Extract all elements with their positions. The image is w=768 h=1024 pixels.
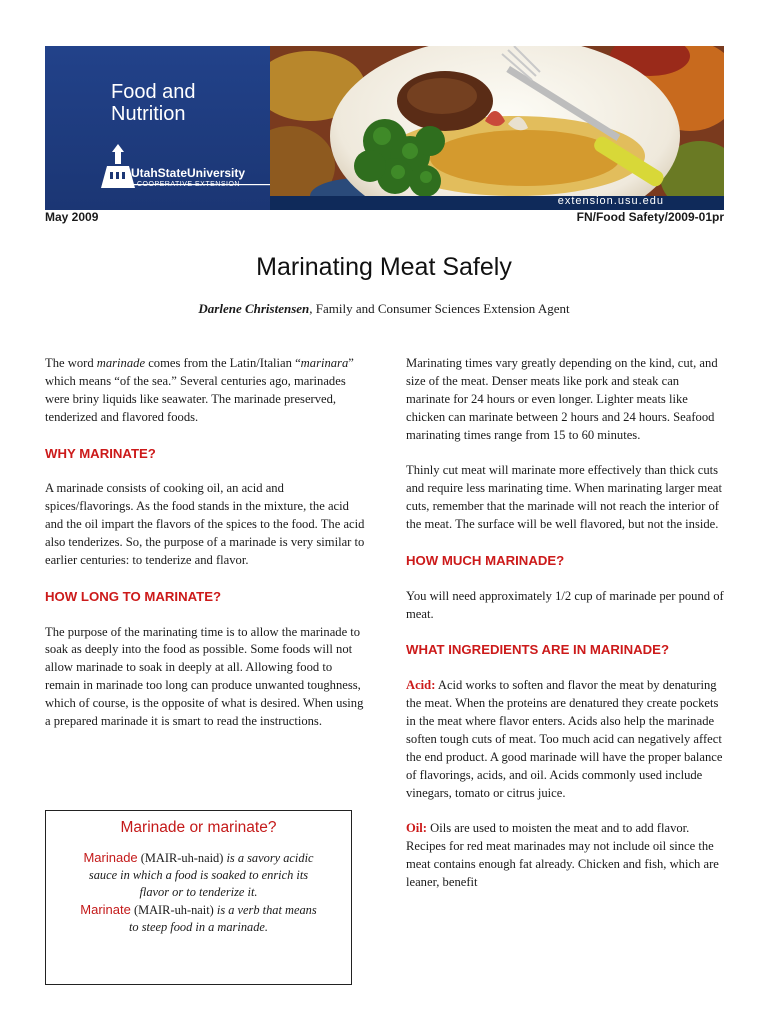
how-long-heading: HOW LONG TO MARINATE?	[45, 588, 222, 604]
intro-word-marinara: marinara	[300, 356, 349, 370]
oil-paragraph	[406, 820, 724, 892]
university-name: UtahStateUniversity	[131, 166, 246, 180]
ingredients-heading: WHAT INGREDIENTS ARE IN MARINADE?	[406, 642, 670, 658]
acid-label: Acid:	[406, 678, 436, 693]
callout-word-marinade: Marinade	[83, 850, 138, 865]
how-much-paragraph: You will need approximately 1/2 cup of marinade per pound of meat.	[406, 588, 724, 621]
callout-title: Marinade or marinate?	[120, 819, 277, 836]
intro-paragraph	[45, 355, 365, 427]
callout-def-marinate: is a verb that means to steep food in a marinade.	[128, 903, 317, 934]
site-url[interactable]: extension.usu.edu	[557, 195, 664, 207]
callout-definition-marinate	[46, 901, 351, 936]
meta-row	[45, 210, 724, 224]
author-role: , Family and Consumer Sciences Extension Agent	[309, 301, 570, 316]
left-column	[45, 355, 365, 749]
banner-title	[111, 81, 196, 125]
marinating-times-paragraph: Marinating times vary greatly depending on the kind, cut, and size of the meat. Denser meats like pork and steak can marinate for 24 hours or even longer. Lighter meats like chicken can marinate between 2 hours and 24 hours. Seafood marinating times range from 15 to 60 minutes.	[406, 356, 718, 442]
food-plate-photo	[270, 46, 724, 210]
how-much-heading: HOW MUCH MARINADE?	[406, 552, 565, 568]
oil-text: Oils are used to moisten the meat and to add flavor. Recipes for red meat marinades may not include oil since the meat contains enough fat already. Chicken and fish, which are leaner, benefit	[406, 821, 719, 890]
why-marinate-paragraph: A marinade consists of cooking oil, an acid and spices/flavorings. As the food stands in the mixture, the acid and the oil impart the flavors of the spices to the food. The acid also tenderizes. So, the purpose of a marinade is very similar to earlier centuries: to tenderize and flavor.	[45, 481, 365, 567]
intro-text-3: ” which means “of the sea.” Several centuries ago, marinades were briny liquids like seawater. The marinade preserved, tenderized and flavored foods.	[45, 356, 354, 424]
intro-text-2: comes from the Latin/Italian “	[145, 356, 301, 370]
acid-text: Acid works to soften and flavor the meat by denaturing the meat. When the proteins are denatured they create pockets in the meat where flavor enters. Acids also help the marinade soften tough cuts of meat. Too much acid can negatively affect the end product. A good marinade will have the proper balance of flavorings, acids, and oil. Acids commonly used include vinegars, tomato or citrus juice.	[406, 678, 723, 800]
intro-word-marinade: marinade	[96, 356, 146, 370]
cooperative-extension-label: COOPERATIVE EXTENSION	[137, 181, 240, 188]
right-column	[406, 355, 724, 910]
header-banner	[45, 46, 724, 210]
acid-paragraph	[406, 677, 724, 802]
author-line	[0, 301, 768, 317]
callout-def-marinade: is a savory acidic sauce in which a food is soaked to enrich its flavor or to tenderize it.	[88, 851, 314, 899]
intro-text-1: The word	[45, 356, 97, 370]
banner-title-line1: Food and	[111, 81, 196, 103]
page-title: Marinating Meat Safely	[256, 253, 512, 281]
publication-date: May 2009	[45, 210, 99, 224]
publication-code: FN/Food Safety/2009-01pr	[576, 210, 724, 224]
callout-definition-marinade	[46, 849, 351, 901]
callout-pron-marinade: (MAIR-uh-naid)	[137, 851, 227, 865]
why-marinate-heading: WHY MARINATE?	[45, 445, 156, 461]
callout-pron-marinate: (MAIR-uh-nait)	[130, 903, 217, 917]
callout-word-marinate: Marinate	[80, 902, 131, 917]
thin-cuts-paragraph: Thinly cut meat will marinate more effectively than thick cuts and require less marinating time. When marinating larger meat cuts, remember that the marinade will not reach the interior of the meat. The surface will be well flavored, but not the inside.	[406, 463, 723, 532]
banner-title-line2: Nutrition	[111, 103, 186, 125]
marinade-callout-box	[45, 810, 352, 985]
author-name: Darlene Christensen	[198, 301, 310, 316]
banner-brand-panel	[45, 46, 270, 210]
oil-label: Oil:	[406, 821, 427, 836]
how-long-paragraph: The purpose of the marinating time is to allow the marinade to soak as deeply into the food as possible. Some foods will not allow marinade to soak in deeply at all. Allowing food to remain in marinade too long can produce unwanted toughness, which of course, is the opposite of what is desired. When using a prepared marinade it is smart to read the instructions.	[45, 624, 364, 729]
